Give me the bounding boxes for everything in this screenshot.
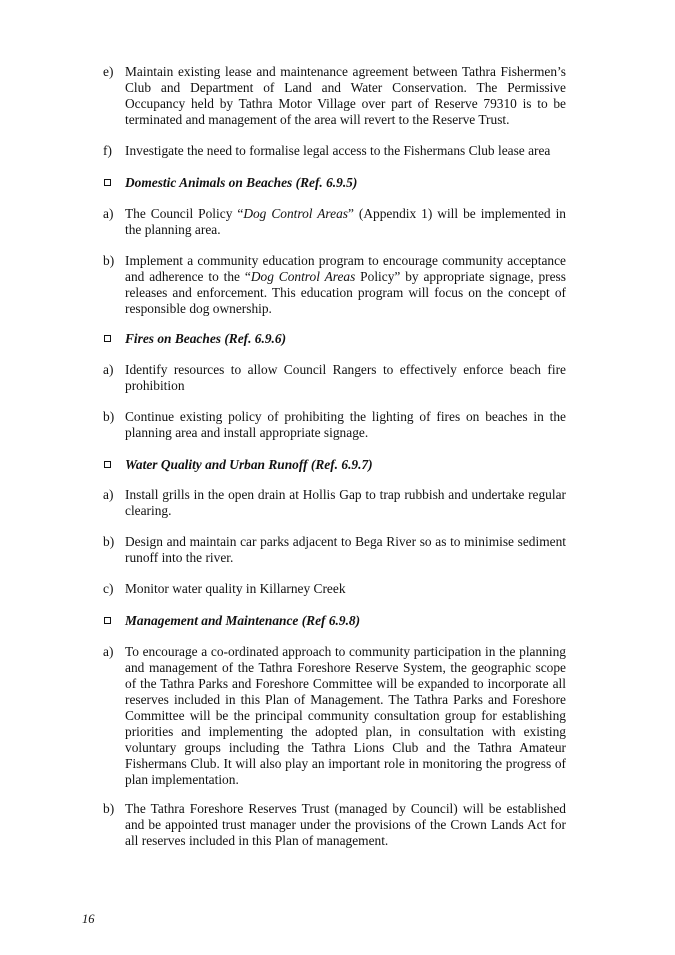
item-text: Identify resources to allow Council Rangers to effectively enforce beach fire prohibition (125, 362, 566, 393)
list-item (103, 801, 566, 849)
italic-policy-name: Dog Control Areas (243, 206, 348, 221)
item-text (125, 206, 566, 238)
list-item (103, 143, 566, 159)
item-text: To encourage a co-ordinated approach to community participation in the planning and management of the Tathra Foreshore Reserve System, the geographic scope of the Tathra Parks and Foreshore Committee will be expanded to incorporate all reserves included in this Plan of Management. The Tathra Parks and Foreshore Committee will be the principal community consultation group for establishing priorities and implementing the adopted plan, in consultation with existing voluntary groups including the Tathra Lions Club and the Tathra Amateur Fishermans Club. It will also play an important role in monitoring the progress of plan implementation. (125, 644, 566, 787)
heading-text: Management and Maintenance (Ref 6.9.8) (125, 613, 361, 628)
item-text: The Tathra Foreshore Reserves Trust (managed by Council) will be established and be appointed trust manager under the provisions of the Crown Lands Act for all reserves included in this Plan of management. (125, 801, 566, 848)
text-segment: Implement a community education program to encourage community acceptance and adherence to the “ (125, 253, 566, 284)
heading-text: Water Quality and Urban Runoff (Ref. 6.9.7) (125, 457, 373, 472)
text-segment: The Council Policy “ (125, 206, 244, 221)
page-number: 16 (82, 912, 95, 926)
list-item (103, 64, 566, 128)
item-text: Investigate the need to formalise legal access to the Fishermans Club lease area (125, 143, 551, 158)
heading-text: Domestic Animals on Beaches (Ref. 6.9.5) (125, 175, 358, 190)
item-label: b) (103, 801, 115, 816)
item-label: b) (103, 534, 115, 549)
list-item (103, 206, 566, 238)
item-label: b) (103, 409, 115, 424)
item-label: f) (103, 143, 112, 158)
checkbox-bullet-icon (104, 179, 111, 186)
item-text: Design and maintain car parks adjacent to Bega River so as to minimise sediment runoff into the river. (125, 534, 566, 565)
italic-policy-name: Dog Control Areas (250, 269, 356, 284)
checkbox-bullet-icon (104, 461, 111, 468)
item-label: a) (103, 487, 114, 502)
checkbox-bullet-icon (104, 335, 111, 342)
item-label: a) (103, 644, 114, 659)
list-item (103, 362, 566, 394)
item-text (125, 253, 566, 317)
list-item (103, 581, 566, 597)
item-text: Continue existing policy of prohibiting the lighting of fires on beaches in the planning area and install appropriate signage. (125, 409, 566, 440)
list-item (103, 487, 566, 519)
list-item (103, 644, 566, 788)
item-label: c) (103, 581, 114, 596)
list-item (103, 534, 566, 566)
section-heading (104, 175, 574, 191)
item-label: b) (103, 253, 115, 268)
item-label: a) (103, 362, 114, 377)
text-segment: Policy” by appropriate signage, press releases and enforcement. This education program will focus on the concept of responsible dog ownership. (125, 269, 566, 316)
item-text: Maintain existing lease and maintenance agreement between Tathra Fishermen’s Club and Department of Land and Water Conservation. The Permissive Occupancy held by Tathra Motor Village over part of Reserve 79310 is to be terminated and management of the area will revert to the Reserve Trust. (125, 64, 566, 127)
item-text: Install grills in the open drain at Hollis Gap to trap rubbish and undertake regular clearing. (125, 487, 566, 518)
checkbox-bullet-icon (104, 617, 111, 624)
item-text: Monitor water quality in Killarney Creek (125, 581, 346, 596)
section-heading (104, 613, 574, 629)
section-heading (104, 457, 574, 473)
list-item (103, 409, 566, 441)
item-label: a) (103, 206, 114, 221)
section-heading (104, 331, 574, 347)
item-label: e) (103, 64, 114, 79)
list-item (103, 253, 566, 317)
heading-text: Fires on Beaches (Ref. 6.9.6) (125, 331, 287, 346)
text-segment: ” (Appendix 1) will be implemented in the planning area. (125, 206, 566, 237)
